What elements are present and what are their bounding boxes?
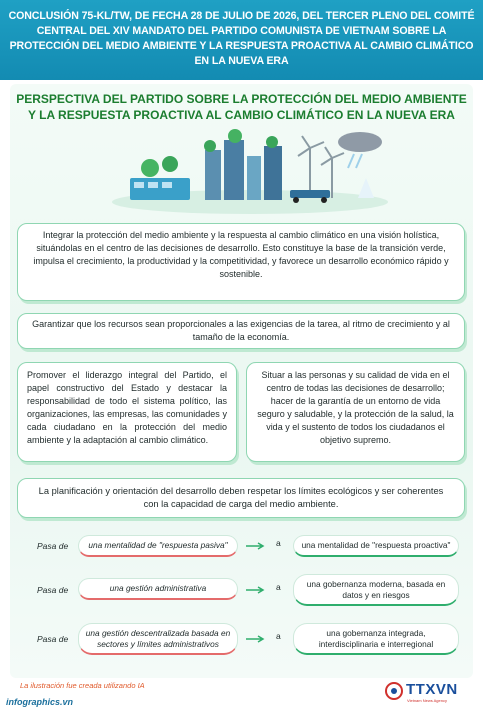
principle-card-people <box>246 362 465 462</box>
principle-card-ecological-limits <box>17 478 465 518</box>
ttxvn-logo-subtitle: Vietnam News Agency <box>407 698 447 703</box>
section-title: PERSPECTIVA DEL PARTIDO SOBRE LA PROTECCIÓN DEL MEDIO AMBIENTE Y LA RESPUESTA PROACTIVA AL CAMBIO CLIMÁTICO EN LA NUEVA ERA <box>16 92 467 122</box>
a-label: a <box>276 538 281 548</box>
pasa-de-label: Pasa de <box>37 541 69 551</box>
arrow-right-icon <box>246 586 266 594</box>
principle-text-ecological-limits: La planificación y orientación del desarrollo deben respetar los límites ecológicos y ser coherentes con la capacidad de carga del medio ambiente. <box>38 486 444 509</box>
header-title: CONCLUSIÓN 75-KL/TW, DE FECHA 28 DE JULIO DE 2026, DEL TERCER PLENO DEL COMITÉ CENTRAL DEL XIV MANDATO DEL PARTIDO COMUNISTA DE VIETNAM SOBRE LA PROTECCIÓN DEL MEDIO AMBIENTE Y LA RESPUESTA PROACTIVA AL CAMBIO CLIMÁTICO EN LA NUEVA ERA <box>8 10 475 67</box>
arrow-right-icon <box>246 542 266 550</box>
shift-from-pill <box>78 623 238 655</box>
green-city-illustration <box>110 128 390 216</box>
shift-to-pill <box>293 535 459 557</box>
shift-to-text: una gobernanza integrada, interdisciplinaria e interregional <box>318 627 434 649</box>
shift-to-pill <box>293 623 459 655</box>
pasa-de-label: Pasa de <box>37 585 69 595</box>
principle-card-leadership <box>17 362 237 462</box>
shift-to-text: una mentalidad de "respuesta proactiva" <box>301 540 451 550</box>
a-label: a <box>276 582 281 592</box>
principle-text-leadership: Promover el liderazgo integral del Partido, el papel constructivo del Estado y destacar la responsabilidad de todo el sistema político, las organizaciones, las empresas, las comunidades y cada ciudadano en la protección del medio ambiente y la adaptación al cambio climático. <box>27 370 227 445</box>
shift-from-pill <box>78 535 238 557</box>
principle-text-resources: Garantizar que los recursos sean proporcionales a las exigencias de la tarea, al ritmo de crecimiento y al tamaño de la economía. <box>32 319 450 342</box>
site-link[interactable]: infographics.vn <box>6 697 74 707</box>
shift-from-text: una mentalidad de "respuesta pasiva" <box>88 540 228 550</box>
shift-from-text: una gestión administrativa <box>109 583 207 593</box>
header-banner <box>0 0 483 80</box>
a-label: a <box>276 631 281 641</box>
ttxvn-logo: TTXVN <box>406 681 458 698</box>
shift-to-pill <box>293 574 459 606</box>
ai-illustration-note: La ilustración fue creada utilizando IA <box>20 681 145 690</box>
ttxvn-logo-icon <box>384 681 404 701</box>
arrow-right-icon <box>246 635 266 643</box>
shift-to-text: una gobernanza moderna, basada en datos y en riesgos <box>306 578 446 600</box>
principle-text-holistic: Integrar la protección del medio ambiente y la respuesta al cambio climático en una visión holística, situándolas en el centro de las decisiones de desarrollo. Esto constituye la base de la transición verde, impulsa el crecimiento, la productividad y la competitividad, y favorece un desarrollo económico rápido y sostenible. <box>33 230 449 279</box>
principle-text-people: Situar a las personas y su calidad de vida en el centro de todas las decisiones de desarrollo; hacer de la garantía de un entorno de vida seguro y saludable, y la protección de la salud, la vida y el sustento de todos los ciudadanos el objetivo supremo. <box>257 370 454 445</box>
principle-card-resources <box>17 313 465 349</box>
shift-from-pill <box>78 578 238 600</box>
pasa-de-label: Pasa de <box>37 634 69 644</box>
shift-from-text: una gestión descentralizada basada en sectores y límites administrativos <box>85 627 231 649</box>
principle-card-holistic <box>17 223 465 301</box>
